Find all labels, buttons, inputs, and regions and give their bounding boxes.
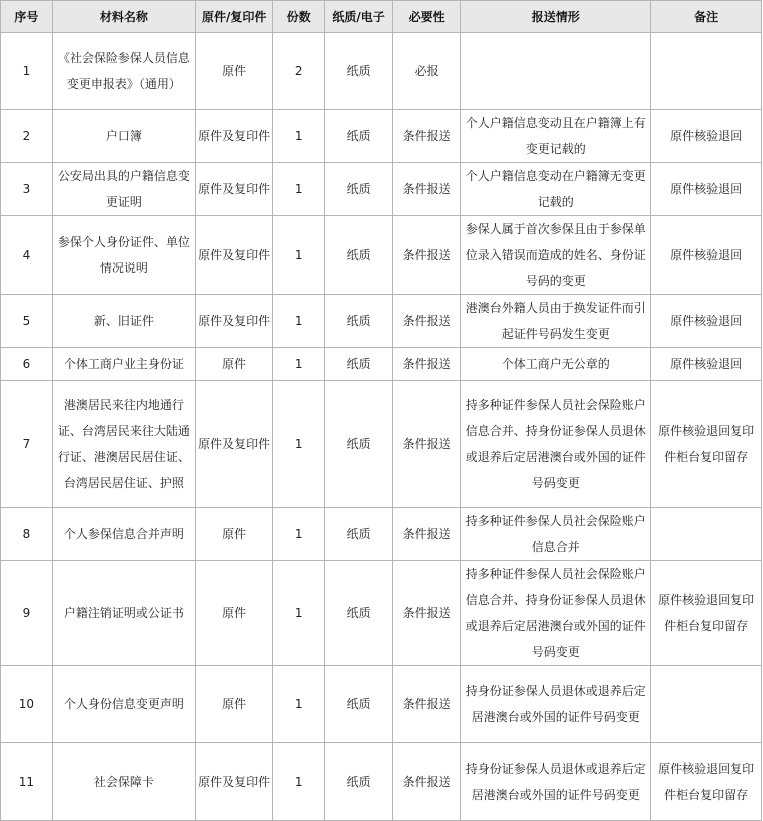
copy-count: 1 bbox=[273, 381, 325, 508]
medium: 纸质 bbox=[325, 666, 393, 743]
copy-type: 原件 bbox=[196, 33, 273, 110]
table-row bbox=[1, 216, 762, 295]
copy-count: 1 bbox=[273, 561, 325, 666]
row-number: 6 bbox=[1, 348, 53, 381]
table-row bbox=[1, 295, 762, 348]
submit-condition: 港澳台外籍人员由于换发证件而引起证件号码发生变更 bbox=[461, 295, 651, 348]
necessity: 必报 bbox=[393, 33, 461, 110]
copy-type: 原件 bbox=[196, 666, 273, 743]
copy-count: 1 bbox=[273, 666, 325, 743]
table-row bbox=[1, 381, 762, 508]
row-number: 4 bbox=[1, 216, 53, 295]
submit-condition: 参保人属于首次参保且由于参保单位录入错误而造成的姓名、身份证号码的变更 bbox=[461, 216, 651, 295]
row-number: 2 bbox=[1, 110, 53, 163]
header-copy: 原件/复印件 bbox=[196, 1, 273, 33]
medium: 纸质 bbox=[325, 163, 393, 216]
row-number: 3 bbox=[1, 163, 53, 216]
material-name: 个人身份信息变更声明 bbox=[52, 666, 195, 743]
medium: 纸质 bbox=[325, 295, 393, 348]
submit-condition: 持多种证件参保人员社会保险账户信息合并 bbox=[461, 508, 651, 561]
copy-count: 1 bbox=[273, 216, 325, 295]
copy-type: 原件及复印件 bbox=[196, 110, 273, 163]
remark bbox=[651, 561, 762, 666]
medium: 纸质 bbox=[325, 110, 393, 163]
copy-count: 1 bbox=[273, 508, 325, 561]
remark: 原件核验退回 bbox=[651, 110, 762, 163]
remark: 原件核验退回 bbox=[651, 348, 762, 381]
necessity: 条件报送 bbox=[393, 508, 461, 561]
copy-type: 原件及复印件 bbox=[196, 216, 273, 295]
row-number: 10 bbox=[1, 666, 53, 743]
material-name: 《社会保险参保人员信息变更申报表》（通用） bbox=[52, 33, 195, 110]
remark bbox=[651, 666, 762, 743]
row-number: 11 bbox=[1, 743, 53, 821]
medium: 纸质 bbox=[325, 381, 393, 508]
medium: 纸质 bbox=[325, 561, 393, 666]
header-remark: 备注 bbox=[651, 1, 762, 33]
table-row bbox=[1, 163, 762, 216]
remark bbox=[651, 381, 762, 508]
necessity: 条件报送 bbox=[393, 381, 461, 508]
necessity: 条件报送 bbox=[393, 348, 461, 381]
copy-count: 1 bbox=[273, 295, 325, 348]
header-name: 材料名称 bbox=[52, 1, 195, 33]
copy-count: 1 bbox=[273, 163, 325, 216]
material-name: 参保个人身份证件、单位情况说明 bbox=[52, 216, 195, 295]
material-name: 个人参保信息合并声明 bbox=[52, 508, 195, 561]
material-name: 个体工商户业主身份证 bbox=[52, 348, 195, 381]
medium: 纸质 bbox=[325, 33, 393, 110]
row-number: 9 bbox=[1, 561, 53, 666]
row-number: 8 bbox=[1, 508, 53, 561]
necessity: 条件报送 bbox=[393, 110, 461, 163]
header-row bbox=[1, 1, 762, 33]
necessity: 条件报送 bbox=[393, 163, 461, 216]
header-condition: 报送情形 bbox=[461, 1, 651, 33]
material-name: 港澳居民来往内地通行证、台湾居民来往大陆通行证、港澳居民居住证、台湾居民居住证、护照 bbox=[52, 381, 195, 508]
submit-condition: 个人户籍信息变动且在户籍簿上有变更记载的 bbox=[461, 110, 651, 163]
remark: 原件核验退回 bbox=[651, 295, 762, 348]
material-name: 新、旧证件 bbox=[52, 295, 195, 348]
copy-type: 原件及复印件 bbox=[196, 743, 273, 821]
necessity: 条件报送 bbox=[393, 216, 461, 295]
necessity: 条件报送 bbox=[393, 743, 461, 821]
remark: 原件核验退回 bbox=[651, 163, 762, 216]
material-name: 公安局出具的户籍信息变更证明 bbox=[52, 163, 195, 216]
submit-condition: 持身份证参保人员退休或退养后定居港澳台或外国的证件号码变更 bbox=[461, 666, 651, 743]
copy-count: 2 bbox=[273, 33, 325, 110]
copy-type: 原件及复印件 bbox=[196, 381, 273, 508]
copy-type: 原件及复印件 bbox=[196, 163, 273, 216]
copy-type: 原件 bbox=[196, 561, 273, 666]
header-count: 份数 bbox=[273, 1, 325, 33]
material-name: 户口簿 bbox=[52, 110, 195, 163]
medium: 纸质 bbox=[325, 216, 393, 295]
row-number: 1 bbox=[1, 33, 53, 110]
header-necessity: 必要性 bbox=[393, 1, 461, 33]
table-row bbox=[1, 348, 762, 381]
remark-text: 原件核验退回复印件柜台复印留存 bbox=[658, 593, 755, 633]
medium: 纸质 bbox=[325, 348, 393, 381]
copy-type: 原件 bbox=[196, 348, 273, 381]
remark-text: 原件核验退回复印件柜台复印留存 bbox=[658, 761, 755, 802]
table-body bbox=[1, 33, 762, 821]
medium: 纸质 bbox=[325, 743, 393, 821]
table-row bbox=[1, 743, 762, 821]
remark bbox=[651, 743, 762, 821]
remark: 原件核验退回 bbox=[651, 216, 762, 295]
table-row bbox=[1, 666, 762, 743]
submit-condition bbox=[461, 33, 651, 110]
table-row bbox=[1, 110, 762, 163]
table-row bbox=[1, 33, 762, 110]
submit-condition: 个人户籍信息变动在户籍簿无变更记载的 bbox=[461, 163, 651, 216]
copy-count: 1 bbox=[273, 348, 325, 381]
submit-condition: 个体工商户无公章的 bbox=[461, 348, 651, 381]
submit-condition: 持多种证件参保人员社会保险账户信息合并、持身份证参保人员退休或退养后定居港澳台或外国的证件号码变更 bbox=[461, 561, 651, 666]
header-no: 序号 bbox=[1, 1, 53, 33]
remark bbox=[651, 33, 762, 110]
remark bbox=[651, 508, 762, 561]
necessity: 条件报送 bbox=[393, 666, 461, 743]
submit-condition: 持多种证件参保人员社会保险账户信息合并、持身份证参保人员退休或退养后定居港澳台或外国的证件号码变更 bbox=[461, 381, 651, 508]
medium: 纸质 bbox=[325, 508, 393, 561]
remark-text: 原件核验退回复印件柜台复印留存 bbox=[658, 424, 755, 464]
row-number: 5 bbox=[1, 295, 53, 348]
copy-count: 1 bbox=[273, 743, 325, 821]
material-name: 户籍注销证明或公证书 bbox=[52, 561, 195, 666]
header-medium: 纸质/电子 bbox=[325, 1, 393, 33]
copy-count: 1 bbox=[273, 110, 325, 163]
table-row bbox=[1, 561, 762, 666]
copy-type: 原件及复印件 bbox=[196, 295, 273, 348]
copy-type: 原件 bbox=[196, 508, 273, 561]
table-row bbox=[1, 508, 762, 561]
submit-condition: 持身份证参保人员退休或退养后定居港澳台或外国的证件号码变更 bbox=[461, 743, 651, 821]
material-name: 社会保障卡 bbox=[52, 743, 195, 821]
necessity: 条件报送 bbox=[393, 561, 461, 666]
row-number: 7 bbox=[1, 381, 53, 508]
necessity: 条件报送 bbox=[393, 295, 461, 348]
